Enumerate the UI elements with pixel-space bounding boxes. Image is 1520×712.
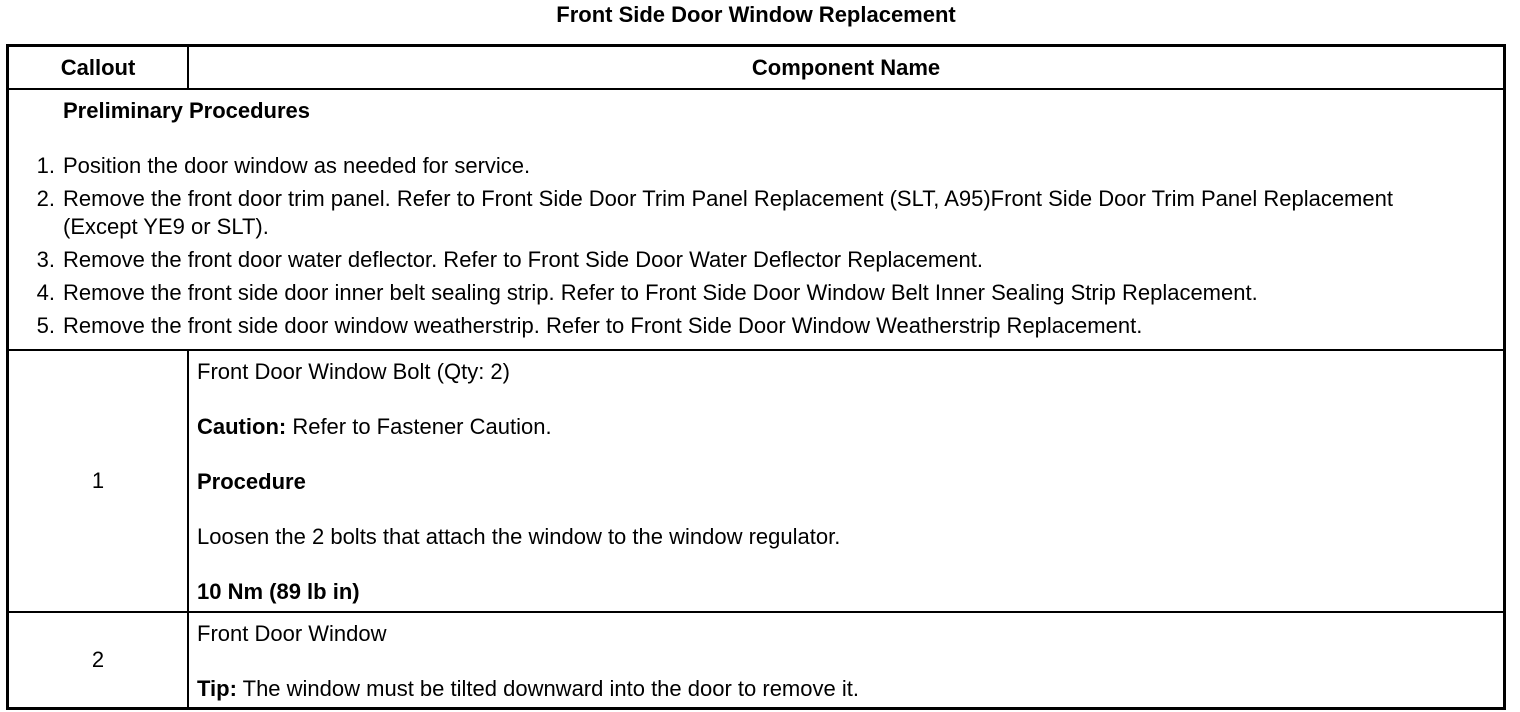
list-item	[9, 152, 1503, 180]
tip-text: The window must be tilted downward into the door to remove it.	[236, 676, 859, 701]
step-number: 4.	[36, 280, 55, 305]
component-name: Front Door Window	[197, 621, 387, 646]
list-item	[9, 312, 1503, 340]
caution-text: Refer to Fastener Caution.	[286, 414, 552, 439]
preliminary-steps	[9, 152, 1503, 340]
step-text: Remove the front door water deflector. Refer to Front Side Door Water Deflector Replacement.	[63, 247, 983, 272]
caution-line	[197, 414, 1495, 440]
torque-spec: 10 Nm (89 lb in)	[197, 579, 360, 604]
step-number: 5.	[36, 313, 55, 338]
header-component-name: Component Name	[751, 54, 941, 80]
list-item	[9, 246, 1503, 274]
list-item	[9, 279, 1503, 307]
preliminary-cell	[9, 90, 1503, 349]
tip-label: Tip:	[197, 676, 237, 701]
component-table	[6, 44, 1506, 710]
step-text: Remove the front side door window weatherstrip. Refer to Front Side Door Window Weatherstrip Replacement.	[63, 313, 1143, 338]
component-cell	[189, 351, 1503, 611]
procedure-text: Loosen the 2 bolts that attach the window to the window regulator.	[197, 524, 841, 549]
step-number: 2.	[36, 186, 55, 211]
callout-cell: 1	[9, 351, 189, 611]
table-header-row	[9, 47, 1503, 88]
header-callout: Callout	[9, 47, 189, 88]
page-title: Front Side Door Window Replacement	[556, 2, 956, 27]
list-item	[9, 185, 1503, 241]
table-row	[9, 349, 1503, 611]
preliminary-heading: Preliminary Procedures	[63, 98, 311, 123]
step-text: Remove the front door trim panel. Refer to Front Side Door Trim Panel Replacement (SLT, A95)Front Side Door Trim Panel Replacement (Except YE9 or SLT).	[63, 186, 1393, 239]
component-name: Front Door Window Bolt (Qty: 2)	[197, 359, 510, 384]
preliminary-row	[9, 88, 1503, 349]
callout-cell: 2	[9, 613, 189, 707]
table-row	[9, 611, 1503, 707]
procedure-label: Procedure	[197, 469, 306, 494]
component-cell	[189, 613, 1503, 707]
step-text: Remove the front side door inner belt sealing strip. Refer to Front Side Door Window Belt Inner Sealing Strip Replacement.	[63, 280, 1258, 305]
step-text: Position the door window as needed for service.	[63, 153, 531, 178]
step-number: 1.	[36, 153, 55, 178]
step-number: 3.	[36, 247, 55, 272]
tip-line	[197, 676, 1495, 702]
caution-label: Caution:	[197, 414, 287, 439]
